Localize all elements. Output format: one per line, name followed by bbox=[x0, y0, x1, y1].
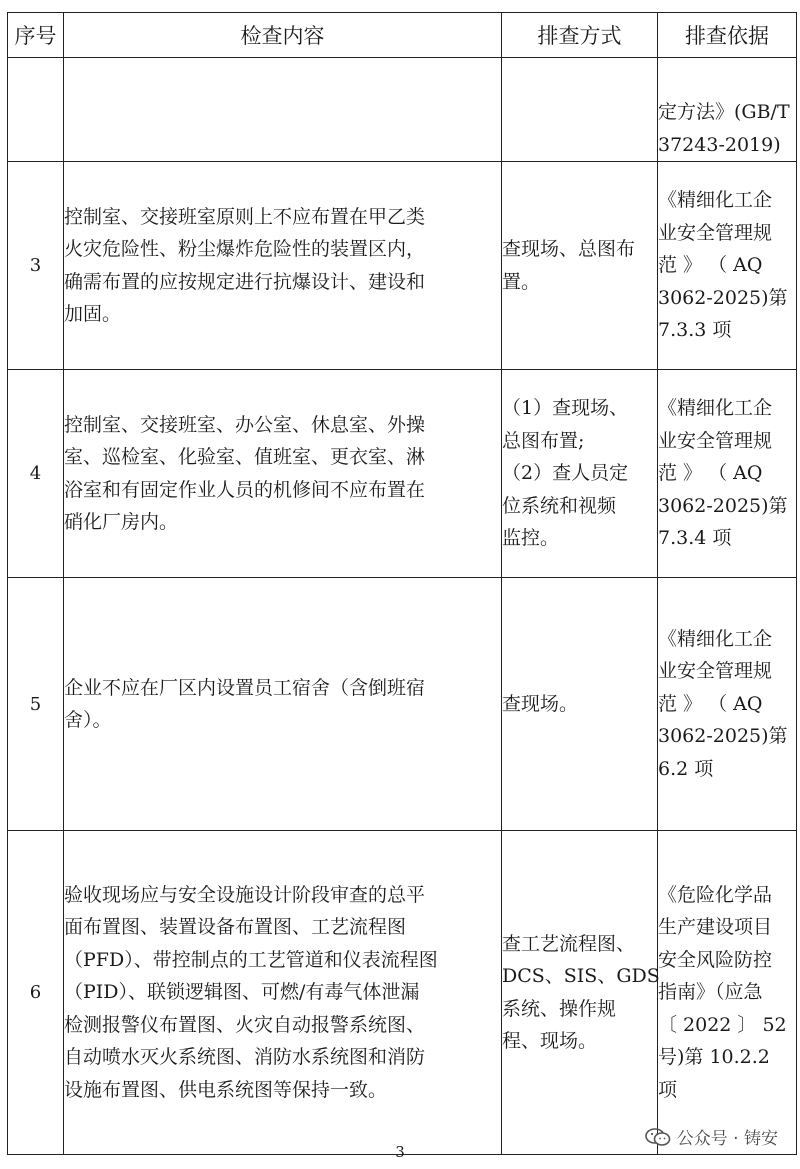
text-line: 项 bbox=[658, 1078, 678, 1101]
text-line: 7.3.3 项 bbox=[658, 319, 732, 342]
text-line: 业安全管理规 bbox=[658, 221, 773, 244]
row-content bbox=[64, 831, 502, 1155]
text-line: （PFD）、带控制点的工艺管道和仪表流程图 bbox=[64, 948, 438, 971]
text-line: 控制室、交接班室、办公室、休息室、外操 bbox=[64, 413, 426, 436]
text-line: 37243-2019) bbox=[658, 133, 781, 156]
text-line: 范 》 （ AQ bbox=[658, 254, 763, 277]
text-line: 《精细化工企 bbox=[658, 189, 773, 212]
row-seq bbox=[8, 58, 64, 162]
text-line: 7.3.4 项 bbox=[658, 527, 732, 550]
text-line: 生产建设项目 bbox=[658, 916, 773, 939]
text-line: 3062-2025)第 bbox=[658, 494, 788, 517]
text-line: 查工艺流程图、 bbox=[502, 932, 636, 955]
header-basis: 排查依据 bbox=[658, 13, 797, 58]
row-content bbox=[64, 578, 502, 831]
text-line: 系统、操作规 bbox=[502, 997, 617, 1020]
table-row bbox=[8, 58, 797, 162]
text-line: 3062-2025)第 bbox=[658, 725, 788, 748]
header-seq: 序号 bbox=[8, 13, 64, 58]
text-line: 位系统和视频 bbox=[502, 494, 617, 517]
text-line: 企业不应在厂区内设置员工宿舍（含倒班宿 bbox=[64, 676, 426, 699]
row-method bbox=[502, 58, 658, 162]
text-line: 3062-2025)第 bbox=[658, 286, 788, 309]
page-number: 3 bbox=[395, 1143, 405, 1161]
text-line: DCS、SIS、GDS bbox=[502, 965, 660, 987]
header-content: 检查内容 bbox=[64, 13, 502, 58]
table-row bbox=[8, 162, 797, 370]
text-line: 室、巡检室、化验室、值班室、更衣室、淋 bbox=[64, 446, 426, 468]
text-line: 业安全管理规 bbox=[658, 429, 773, 452]
text-line: 自动喷水灭火系统图、消防水系统图和消防 bbox=[64, 1046, 426, 1069]
row-content bbox=[64, 58, 502, 162]
row-method bbox=[502, 831, 658, 1155]
table-row bbox=[8, 831, 797, 1155]
text-line: 查现场。 bbox=[502, 692, 579, 715]
text-line: 硝化厂房内。 bbox=[64, 511, 179, 533]
text-line: 确需布置的应按规定进行抗爆设计、建设和 bbox=[64, 270, 426, 293]
watermark-text: 公众号 · 铸安 bbox=[676, 1129, 778, 1149]
text-line: （1）查现场、 bbox=[502, 397, 629, 420]
text-line: 〔 2022 〕 52 bbox=[658, 1013, 787, 1036]
text-line: 安全风险防控 bbox=[658, 948, 773, 971]
text-line: 定方法》(GB/T bbox=[658, 101, 790, 123]
row-method bbox=[502, 162, 658, 370]
text-line: 加固。 bbox=[64, 303, 122, 325]
inspection-table bbox=[7, 12, 797, 1155]
table-row bbox=[8, 578, 797, 831]
text-line: 号)第 10.2.2 bbox=[658, 1046, 770, 1069]
text-line: 范 》 （ AQ bbox=[658, 692, 763, 715]
text-line: 面布置图、装置设备布置图、工艺流程图 bbox=[64, 916, 407, 939]
text-line: 置。 bbox=[502, 270, 541, 293]
table-row bbox=[8, 370, 797, 578]
row-method bbox=[502, 578, 658, 831]
text-line: 《精细化工企 bbox=[658, 627, 773, 650]
text-line: 舍）。 bbox=[64, 709, 112, 731]
text-line: 《危险化学品 bbox=[658, 883, 773, 906]
row-seq: 5 bbox=[8, 578, 64, 831]
text-line: 浴室和有固定作业人员的机修间不应布置在 bbox=[64, 478, 426, 501]
row-method bbox=[502, 370, 658, 578]
text-line: 范 》 （ AQ bbox=[658, 462, 763, 485]
row-basis bbox=[658, 162, 797, 370]
header-method: 排查方式 bbox=[502, 13, 658, 58]
text-line: 监控。 bbox=[502, 527, 560, 550]
row-content bbox=[64, 370, 502, 578]
text-line: （PID）、联锁逻辑图、可燃/有毒气体泄漏 bbox=[64, 981, 420, 1004]
text-line: 总图布置; bbox=[502, 429, 585, 452]
row-basis bbox=[658, 578, 797, 831]
row-seq: 6 bbox=[8, 831, 64, 1155]
text-line: 6.2 项 bbox=[658, 757, 714, 780]
row-basis bbox=[658, 58, 797, 162]
text-line: 验收现场应与安全设施设计阶段审查的总平 bbox=[64, 883, 426, 906]
text-line: 检测报警仪布置图、火灾自动报警系统图、 bbox=[64, 1013, 426, 1036]
text-line: 业安全管理规 bbox=[658, 660, 773, 683]
text-line: 《精细化工企 bbox=[658, 397, 773, 420]
text-line: 火灾危险性、粉尘爆炸危险性的装置区内， bbox=[64, 238, 426, 260]
row-basis bbox=[658, 831, 797, 1155]
text-line: 设施布置图、供电系统图等保持一致。 bbox=[64, 1078, 388, 1101]
row-seq: 3 bbox=[8, 162, 64, 370]
row-content bbox=[64, 162, 502, 370]
text-line: 指南》（应急 bbox=[658, 981, 763, 1004]
text-line: （2）查人员定 bbox=[502, 462, 629, 485]
text-line: 控制室、交接班室原则上不应布置在甲乙类 bbox=[64, 205, 426, 228]
text-line: 查现场、总图布 bbox=[502, 238, 636, 260]
header-row bbox=[8, 13, 797, 58]
row-seq: 4 bbox=[8, 370, 64, 578]
row-basis bbox=[658, 370, 797, 578]
text-line: 程、现场。 bbox=[502, 1030, 598, 1052]
